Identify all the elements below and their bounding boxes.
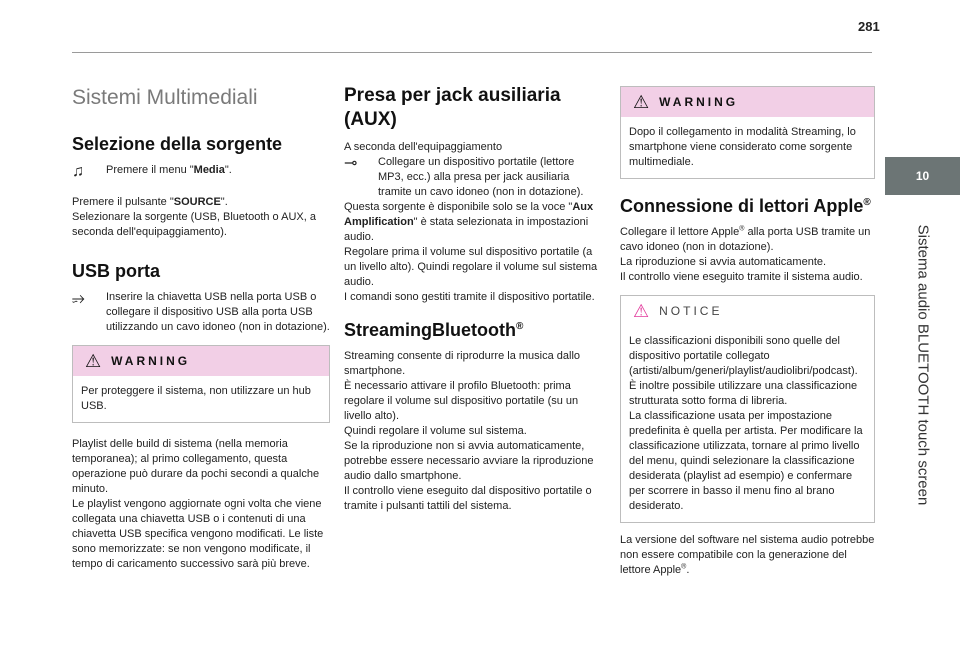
warning-title: WARNING <box>111 353 191 368</box>
chapter-number: 10 <box>915 169 930 183</box>
heading-usb-port: USB porta <box>72 261 161 281</box>
warning-box-streaming <box>620 86 875 179</box>
apple-text-3: Il controllo viene eseguito tramite il sistema audio. <box>620 271 863 283</box>
warning-box-usb <box>72 345 330 423</box>
jack-plug-icon: ⊸ <box>344 155 358 172</box>
apple-text-1: Collegare il lettore Apple® alla porta USB tramite un cavo idoneo (non in dotazione). <box>620 225 871 253</box>
warning-triangle-icon: ⚠ <box>633 92 650 112</box>
side-chapter-title: Sistema audio BLUETOOTH touch screen <box>914 224 932 506</box>
notice-text-2: La classificazione usata per impostazione predefinita è quella per artista. Per modificare la classificazione utilizzata, tornare al primo livello del menu, quindi selezionare la classificazione desiderata (playlist ad esempio) e confermare per scorrere in basso il menu fino al brano desiderato. <box>629 410 863 512</box>
notice-triangle-icon: ⚠ <box>633 301 650 321</box>
stream-text-1: Streaming consente di riprodurre la musica dallo smartphone. <box>344 350 581 377</box>
page-number: 281 <box>858 19 880 34</box>
notice-text-1: Le classificazioni disponibili sono quelle del dispositivo portatile collegato (artisti/album/generi/playlist/audiolibri/podcast). È inoltre possibile utilizzare una classificazione strutturata sotto forma di libreria. <box>629 335 858 407</box>
warning-text: Dopo il collegamento in modalità Streaming, lo smartphone viene considerato come sorgente multimediale. <box>629 126 856 168</box>
notice-box <box>620 295 875 523</box>
music-note-icon: ♫ <box>72 163 84 180</box>
chapter-tab[interactable] <box>885 157 960 195</box>
warning-triangle-icon: ⚠ <box>85 351 102 371</box>
notice-header <box>621 296 874 326</box>
stream-text-3: Quindi regolare il volume sul sistema. <box>344 425 527 437</box>
usb-icon: ⭌ <box>72 290 85 307</box>
warning-header <box>73 346 329 376</box>
source-instruction: Premere il pulsante "SOURCE". <box>72 196 228 208</box>
notice-title: NOTICE <box>659 303 723 318</box>
aux-availability: Questa sorgente è disponibile solo se la voce "Aux Amplification" è stata selezionata in impostazioni audio. <box>344 201 594 243</box>
usb-instruction: ⭌ Inserire la chiavetta USB nella porta USB o collegare il dispositivo USB alla porta USB utilizzando un cavo idoneo (non in dotazione). <box>72 290 330 333</box>
section-title: Sistemi Multimediali <box>72 86 258 109</box>
heading-streaming-bluetooth: StreamingBluetooth® <box>344 320 524 340</box>
column-3 <box>620 80 875 578</box>
stream-text-5: Il controllo viene eseguito dal dispositivo portatile o tramite i pulsanti tattili del sistema. <box>344 485 592 512</box>
aux-instruction: ⊸ Collegare un dispositivo portatile (lettore MP3, ecc.) alla presa per jack ausiliaria tramite un cavo idoneo (non in dotazione). <box>344 155 584 198</box>
media-instruction: ♫ Premere il menu "Media". <box>72 163 232 180</box>
column-2 <box>344 80 602 514</box>
version-compatibility-text: La versione del software nel sistema audio potrebbe non essere compatibile con la generazione del lettore Apple®. <box>620 534 875 576</box>
source-selection-text: Selezionare la sorgente (USB, Bluetooth o AUX, a seconda dell'equipaggiamento). <box>72 211 316 238</box>
playlist-text-2: Le playlist vengono aggiornate ogni volta che viene collegata una chiavetta USB o i contenuti di una chiavetta USB specifica vengono modificati. Le liste sono memorizzate: se non vengono modificate, il tempo di caricamento successivo sarà più breve. <box>72 498 324 570</box>
stream-text-2: È necessario attivare il profilo Bluetooth: prima regolare il volume sul dispositivo portatile (su un livello alto). <box>344 380 579 422</box>
warning-text: Per proteggere il sistema, non utilizzare un hub USB. <box>81 385 311 412</box>
warning-header <box>621 87 874 117</box>
header-rule <box>72 52 872 53</box>
aux-volume-text: Regolare prima il volume sul dispositivo portatile (a un livello alto). Quindi regolare il volume sul sistema audio. <box>344 246 598 288</box>
apple-text-2: La riproduzione si avvia automaticamente. <box>620 256 827 268</box>
playlist-text-1: Playlist delle build di sistema (nella memoria temporanea); al primo collegamento, questa operazione può durare da pochi secondi a qualche minuto. <box>72 438 320 495</box>
stream-text-4: Se la riproduzione non si avvia automaticamente, potrebbe essere necessario avviare la riproduzione audio dallo smartphone. <box>344 440 594 482</box>
column-1 <box>72 80 330 572</box>
aux-controls-text: I comandi sono gestiti tramite il dispositivo portatile. <box>344 291 595 303</box>
aux-equipment-note: A seconda dell'equipaggiamento <box>344 141 503 153</box>
heading-aux-jack: Presa per jack ausiliaria (AUX) <box>344 85 561 130</box>
heading-apple-players: Connessione di lettori Apple® <box>620 196 871 216</box>
warning-title: WARNING <box>659 94 739 109</box>
heading-source-selection: Selezione della sorgente <box>72 134 283 154</box>
